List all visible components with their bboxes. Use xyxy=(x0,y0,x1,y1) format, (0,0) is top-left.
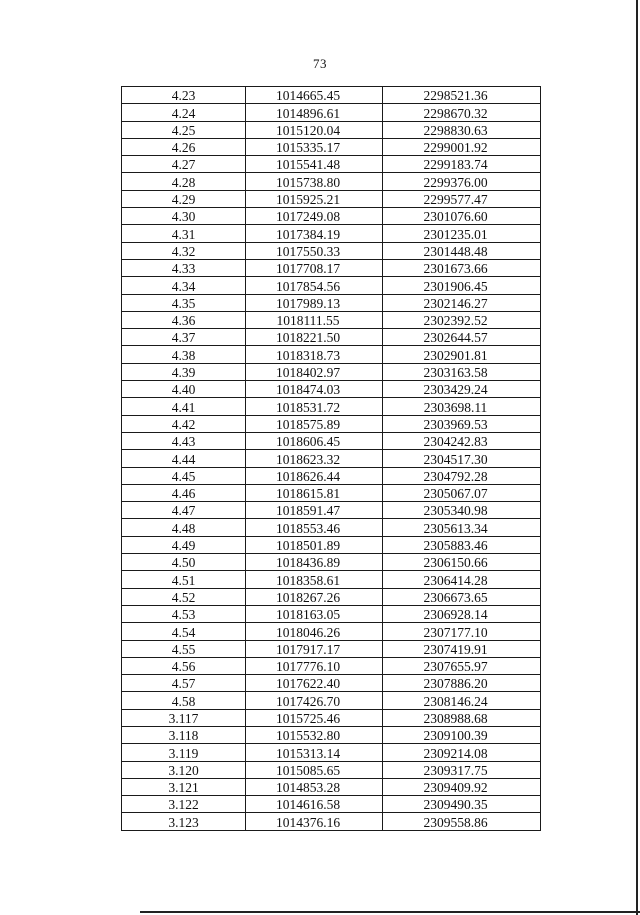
x-coordinate-cell: 1014853.28 xyxy=(246,778,383,795)
x-coordinate-cell: 1015335.17 xyxy=(246,138,383,155)
x-coordinate-cell: 1018606.45 xyxy=(246,432,383,449)
y-coordinate-cell: 2301906.45 xyxy=(383,277,541,294)
x-coordinate-cell: 1017384.19 xyxy=(246,225,383,242)
point-id-cell: 4.46 xyxy=(122,484,246,501)
table-row xyxy=(122,709,541,726)
table-row xyxy=(122,692,541,709)
point-id-cell: 4.55 xyxy=(122,640,246,657)
table-row xyxy=(122,277,541,294)
point-id-cell: 4.34 xyxy=(122,277,246,294)
y-coordinate-cell: 2306414.28 xyxy=(383,571,541,588)
y-coordinate-cell: 2301235.01 xyxy=(383,225,541,242)
point-id-cell: 4.26 xyxy=(122,138,246,155)
y-coordinate-cell: 2303429.24 xyxy=(383,381,541,398)
y-coordinate-cell: 2309409.92 xyxy=(383,778,541,795)
table-row xyxy=(122,813,541,830)
table-row xyxy=(122,432,541,449)
y-coordinate-cell: 2303969.53 xyxy=(383,415,541,432)
x-coordinate-cell: 1017917.17 xyxy=(246,640,383,657)
point-id-cell: 4.27 xyxy=(122,156,246,173)
point-id-cell: 3.118 xyxy=(122,726,246,743)
y-coordinate-cell: 2298670.32 xyxy=(383,104,541,121)
x-coordinate-cell: 1018046.26 xyxy=(246,623,383,640)
y-coordinate-cell: 2307419.91 xyxy=(383,640,541,657)
x-coordinate-cell: 1018402.97 xyxy=(246,363,383,380)
x-coordinate-cell: 1018267.26 xyxy=(246,588,383,605)
table-row xyxy=(122,588,541,605)
point-id-cell: 4.47 xyxy=(122,502,246,519)
y-coordinate-cell: 2302146.27 xyxy=(383,294,541,311)
point-id-cell: 4.54 xyxy=(122,623,246,640)
page-number: 73 xyxy=(313,56,327,71)
y-coordinate-cell: 2299376.00 xyxy=(383,173,541,190)
table-row xyxy=(122,571,541,588)
y-coordinate-cell: 2306673.65 xyxy=(383,588,541,605)
x-coordinate-cell: 1018318.73 xyxy=(246,346,383,363)
table-row xyxy=(122,675,541,692)
point-id-cell: 4.43 xyxy=(122,432,246,449)
x-coordinate-cell: 1018501.89 xyxy=(246,536,383,553)
table-row xyxy=(122,536,541,553)
point-id-cell: 4.41 xyxy=(122,398,246,415)
point-id-cell: 4.29 xyxy=(122,190,246,207)
table-row xyxy=(122,156,541,173)
x-coordinate-cell: 1017708.17 xyxy=(246,259,383,276)
x-coordinate-cell: 1018163.05 xyxy=(246,605,383,622)
table-row xyxy=(122,242,541,259)
point-id-cell: 4.52 xyxy=(122,588,246,605)
y-coordinate-cell: 2309558.86 xyxy=(383,813,541,830)
y-coordinate-cell: 2306928.14 xyxy=(383,605,541,622)
x-coordinate-cell: 1014616.58 xyxy=(246,796,383,813)
page-edge-bottom xyxy=(140,911,640,913)
y-coordinate-cell: 2309490.35 xyxy=(383,796,541,813)
point-id-cell: 4.39 xyxy=(122,363,246,380)
table-row xyxy=(122,484,541,501)
point-id-cell: 3.117 xyxy=(122,709,246,726)
y-coordinate-cell: 2309214.08 xyxy=(383,744,541,761)
table-row xyxy=(122,381,541,398)
x-coordinate-cell: 1018591.47 xyxy=(246,502,383,519)
x-coordinate-cell: 1018575.89 xyxy=(246,415,383,432)
y-coordinate-cell: 2301076.60 xyxy=(383,208,541,225)
x-coordinate-cell: 1015725.46 xyxy=(246,709,383,726)
point-id-cell: 4.35 xyxy=(122,294,246,311)
table-row xyxy=(122,138,541,155)
y-coordinate-cell: 2299183.74 xyxy=(383,156,541,173)
table-row xyxy=(122,346,541,363)
y-coordinate-cell: 2301673.66 xyxy=(383,259,541,276)
x-coordinate-cell: 1018615.81 xyxy=(246,484,383,501)
x-coordinate-cell: 1017776.10 xyxy=(246,657,383,674)
point-id-cell: 4.32 xyxy=(122,242,246,259)
y-coordinate-cell: 2303163.58 xyxy=(383,363,541,380)
y-coordinate-cell: 2302644.57 xyxy=(383,329,541,346)
point-id-cell: 4.51 xyxy=(122,571,246,588)
x-coordinate-cell: 1015925.21 xyxy=(246,190,383,207)
y-coordinate-cell: 2308146.24 xyxy=(383,692,541,709)
point-id-cell: 4.23 xyxy=(122,87,246,104)
point-id-cell: 4.48 xyxy=(122,519,246,536)
table-row xyxy=(122,605,541,622)
y-coordinate-cell: 2299001.92 xyxy=(383,138,541,155)
point-id-cell: 3.123 xyxy=(122,813,246,830)
x-coordinate-cell: 1017854.56 xyxy=(246,277,383,294)
x-coordinate-cell: 1018436.89 xyxy=(246,554,383,571)
point-id-cell: 3.121 xyxy=(122,778,246,795)
y-coordinate-cell: 2309100.39 xyxy=(383,726,541,743)
y-coordinate-cell: 2307886.20 xyxy=(383,675,541,692)
point-id-cell: 4.45 xyxy=(122,467,246,484)
table-row xyxy=(122,726,541,743)
table-row xyxy=(122,398,541,415)
table-row xyxy=(122,294,541,311)
y-coordinate-cell: 2308988.68 xyxy=(383,709,541,726)
point-id-cell: 4.28 xyxy=(122,173,246,190)
table-row xyxy=(122,363,541,380)
y-coordinate-cell: 2303698.11 xyxy=(383,398,541,415)
y-coordinate-cell: 2302392.52 xyxy=(383,311,541,328)
table-row xyxy=(122,311,541,328)
x-coordinate-cell: 1017249.08 xyxy=(246,208,383,225)
point-id-cell: 4.40 xyxy=(122,381,246,398)
point-id-cell: 4.57 xyxy=(122,675,246,692)
y-coordinate-cell: 2305340.98 xyxy=(383,502,541,519)
point-id-cell: 4.30 xyxy=(122,208,246,225)
x-coordinate-cell: 1014665.45 xyxy=(246,87,383,104)
x-coordinate-cell: 1015532.80 xyxy=(246,726,383,743)
x-coordinate-cell: 1017426.70 xyxy=(246,692,383,709)
x-coordinate-cell: 1018221.50 xyxy=(246,329,383,346)
x-coordinate-cell: 1017550.33 xyxy=(246,242,383,259)
table-row xyxy=(122,450,541,467)
x-coordinate-cell: 1014376.16 xyxy=(246,813,383,830)
x-coordinate-cell: 1018626.44 xyxy=(246,467,383,484)
y-coordinate-cell: 2304242.83 xyxy=(383,432,541,449)
table-row xyxy=(122,657,541,674)
table-row xyxy=(122,87,541,104)
point-id-cell: 3.119 xyxy=(122,744,246,761)
point-id-cell: 3.122 xyxy=(122,796,246,813)
table-row xyxy=(122,796,541,813)
y-coordinate-cell: 2304792.28 xyxy=(383,467,541,484)
coordinates-table-body xyxy=(122,87,541,831)
x-coordinate-cell: 1014896.61 xyxy=(246,104,383,121)
x-coordinate-cell: 1015313.14 xyxy=(246,744,383,761)
table-row xyxy=(122,761,541,778)
table-row xyxy=(122,415,541,432)
table-row xyxy=(122,259,541,276)
y-coordinate-cell: 2301448.48 xyxy=(383,242,541,259)
x-coordinate-cell: 1017622.40 xyxy=(246,675,383,692)
x-coordinate-cell: 1018531.72 xyxy=(246,398,383,415)
point-id-cell: 4.53 xyxy=(122,605,246,622)
point-id-cell: 4.33 xyxy=(122,259,246,276)
table-row xyxy=(122,554,541,571)
y-coordinate-cell: 2304517.30 xyxy=(383,450,541,467)
table-row xyxy=(122,208,541,225)
y-coordinate-cell: 2309317.75 xyxy=(383,761,541,778)
y-coordinate-cell: 2305883.46 xyxy=(383,536,541,553)
x-coordinate-cell: 1015120.04 xyxy=(246,121,383,138)
point-id-cell: 4.36 xyxy=(122,311,246,328)
point-id-cell: 4.37 xyxy=(122,329,246,346)
table-row xyxy=(122,778,541,795)
point-id-cell: 4.50 xyxy=(122,554,246,571)
x-coordinate-cell: 1018474.03 xyxy=(246,381,383,398)
point-id-cell: 4.24 xyxy=(122,104,246,121)
point-id-cell: 4.42 xyxy=(122,415,246,432)
page-edge-right xyxy=(636,0,638,915)
x-coordinate-cell: 1015541.48 xyxy=(246,156,383,173)
y-coordinate-cell: 2307177.10 xyxy=(383,623,541,640)
y-coordinate-cell: 2305613.34 xyxy=(383,519,541,536)
x-coordinate-cell: 1015738.80 xyxy=(246,173,383,190)
y-coordinate-cell: 2302901.81 xyxy=(383,346,541,363)
table-row xyxy=(122,640,541,657)
table-row xyxy=(122,467,541,484)
table-row xyxy=(122,190,541,207)
table-row xyxy=(122,329,541,346)
point-id-cell: 4.38 xyxy=(122,346,246,363)
table-row xyxy=(122,121,541,138)
coordinates-table xyxy=(121,86,541,831)
y-coordinate-cell: 2307655.97 xyxy=(383,657,541,674)
y-coordinate-cell: 2298521.36 xyxy=(383,87,541,104)
x-coordinate-cell: 1018111.55 xyxy=(246,311,383,328)
point-id-cell: 4.31 xyxy=(122,225,246,242)
x-coordinate-cell: 1018553.46 xyxy=(246,519,383,536)
point-id-cell: 4.58 xyxy=(122,692,246,709)
y-coordinate-cell: 2305067.07 xyxy=(383,484,541,501)
y-coordinate-cell: 2306150.66 xyxy=(383,554,541,571)
table-row xyxy=(122,225,541,242)
table-row xyxy=(122,519,541,536)
x-coordinate-cell: 1018358.61 xyxy=(246,571,383,588)
point-id-cell: 4.49 xyxy=(122,536,246,553)
table-row xyxy=(122,623,541,640)
table-row xyxy=(122,502,541,519)
point-id-cell: 4.56 xyxy=(122,657,246,674)
point-id-cell: 4.25 xyxy=(122,121,246,138)
x-coordinate-cell: 1015085.65 xyxy=(246,761,383,778)
x-coordinate-cell: 1017989.13 xyxy=(246,294,383,311)
y-coordinate-cell: 2298830.63 xyxy=(383,121,541,138)
y-coordinate-cell: 2299577.47 xyxy=(383,190,541,207)
point-id-cell: 3.120 xyxy=(122,761,246,778)
point-id-cell: 4.44 xyxy=(122,450,246,467)
table-row xyxy=(122,744,541,761)
table-row xyxy=(122,173,541,190)
table-row xyxy=(122,104,541,121)
x-coordinate-cell: 1018623.32 xyxy=(246,450,383,467)
